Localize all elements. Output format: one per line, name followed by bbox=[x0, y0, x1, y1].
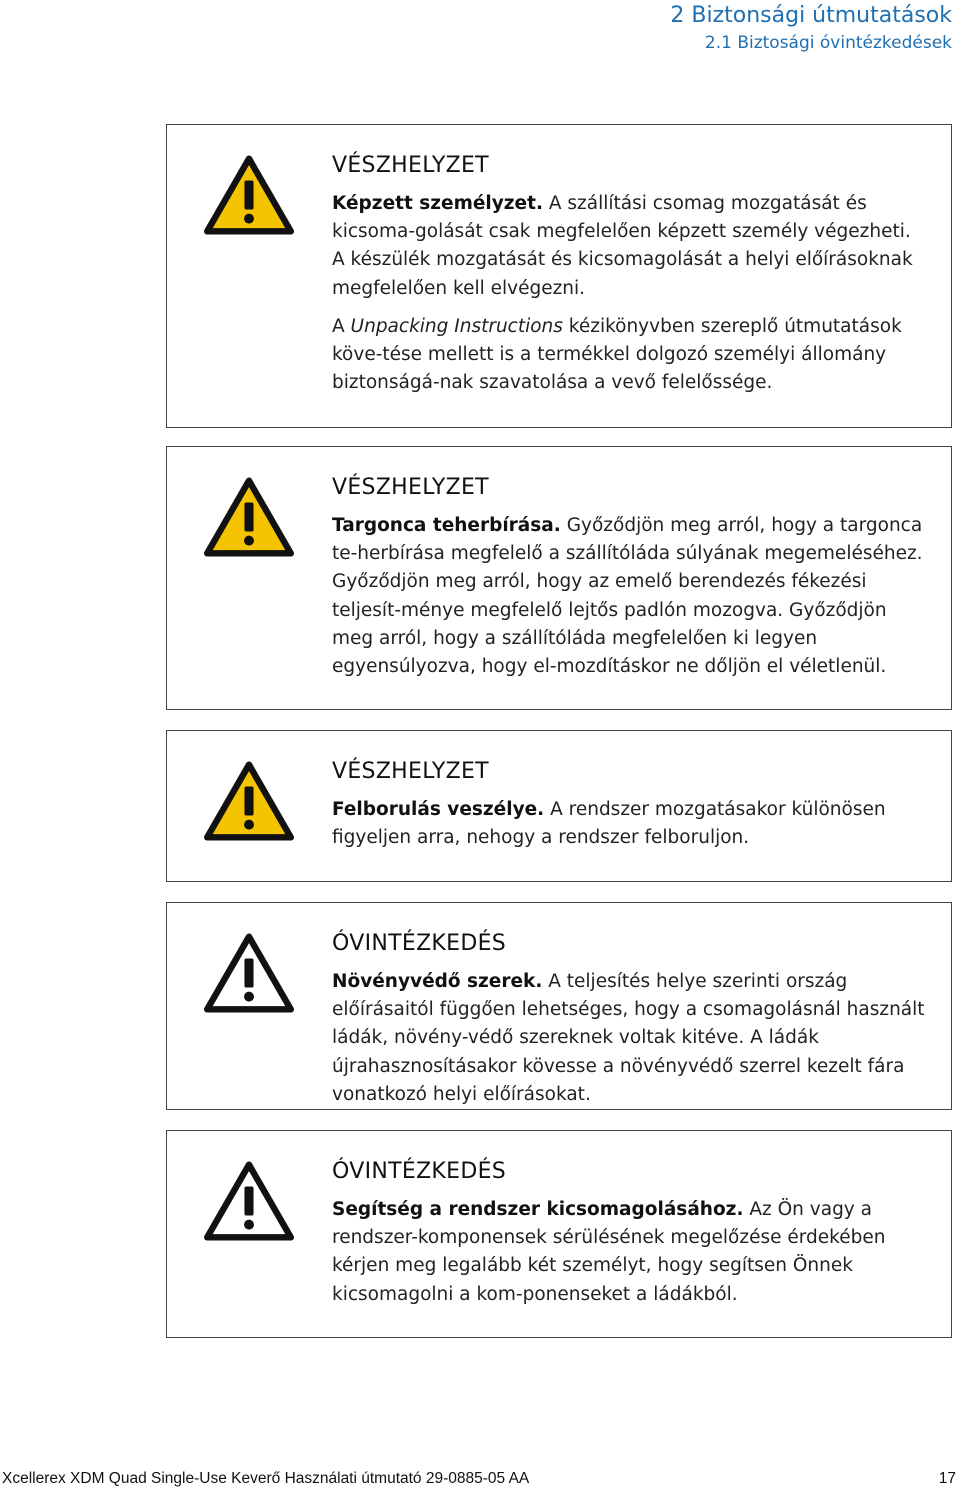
notice-body: Az Ön vagy a rendszer-komponensek sérülésének megelőzése érdekében kérjen meg legalább két személyt, hogy segítsen Önnek kicsomagolni a kom-ponenseket a ládákból. bbox=[332, 1199, 886, 1305]
caution-triangle-icon bbox=[203, 1161, 295, 1241]
notice-body: Győződjön meg arról, hogy a targonca te-herbírása megfelelő a szállítóláda súlyának megemeléséhez. Győződjön meg arról, hogy az emelő berendezés fékezési teljesít-ménye megfelelő lejtős padlón mozogva. Győződjön meg arról, hogy a szállítóláda megfelelően ki legyen egyensúlyozva, hogy el-mozdításkor ne dőljön el véletlenül. bbox=[332, 515, 923, 678]
notice-text bbox=[332, 190, 927, 303]
footer-document-title: Xcellerex XDM Quad Single-Use Keverő Használati útmutató 29-0885-05 AA bbox=[2, 1470, 530, 1487]
notice-text bbox=[332, 512, 927, 681]
manual-title: Unpacking Instructions bbox=[350, 315, 563, 337]
danger-notice-tipping-hazard bbox=[166, 730, 952, 882]
notice-body: A szállítási csomag mozgatását és kicsoma-golását csak megfelelően képzett személy végezheti. A készülék mozgatását és kicsomagolását a helyi előírásoknak megfelelően kell elvégezni. bbox=[332, 193, 913, 299]
page-number: 17 bbox=[938, 1470, 956, 1487]
danger-notice-trained-personnel bbox=[166, 124, 952, 428]
notice-lead: Növényvédő szerek. bbox=[332, 971, 543, 992]
notice-text bbox=[332, 1196, 927, 1309]
caution-notice-pesticides bbox=[166, 902, 952, 1110]
notice-body-post: kézikönyvben szereplő útmutatások köve-tése mellett is a termékkel dolgozó személyi állomány biztonságá-nak szavatolása a vevő felelőssége. bbox=[332, 315, 902, 394]
notice-title: VÉSZHELYZET bbox=[332, 475, 489, 500]
notice-text bbox=[332, 796, 927, 852]
notice-lead: Targonca teherbírása. bbox=[332, 515, 561, 536]
caution-notice-unpacking-help bbox=[166, 1130, 952, 1338]
notice-title: VÉSZHELYZET bbox=[332, 153, 489, 178]
warning-triangle-icon bbox=[203, 155, 295, 235]
notice-body: A teljesítés helye szerinti ország előírásaitól függően lehetséges, hogy a csomagolásnál használt ládák, növény-védő szereknek voltak kitéve. A ládák újrahasznosításakor kövesse a növényvédő szerrel kezelt fára vonatkozó helyi előírásokat. bbox=[332, 971, 925, 1105]
caution-triangle-icon bbox=[203, 933, 295, 1013]
notice-lead: Képzett személyzet. bbox=[332, 193, 543, 214]
page-header bbox=[670, 2, 952, 56]
section-heading: 2.1 Biztosági óvintézkedések bbox=[704, 33, 952, 53]
warning-triangle-icon bbox=[203, 477, 295, 557]
danger-notice-forklift-capacity bbox=[166, 446, 952, 710]
warning-triangle-icon bbox=[203, 761, 295, 841]
notice-title: VÉSZHELYZET bbox=[332, 759, 489, 784]
notice-body-pre: A bbox=[332, 315, 351, 337]
notice-text-2 bbox=[332, 313, 927, 398]
notice-title: ÓVINTÉZKEDÉS bbox=[332, 931, 507, 956]
chapter-heading: 2 Biztonsági útmutatások bbox=[670, 3, 952, 28]
notice-lead: Felborulás veszélye. bbox=[332, 799, 545, 820]
notice-lead: Segítség a rendszer kicsomagolásához. bbox=[332, 1199, 744, 1220]
notice-body: A rendszer mozgatásakor különösen figyeljen arra, nehogy a rendszer felboruljon. bbox=[332, 799, 886, 849]
notice-text bbox=[332, 968, 927, 1109]
notice-title: ÓVINTÉZKEDÉS bbox=[332, 1159, 507, 1184]
